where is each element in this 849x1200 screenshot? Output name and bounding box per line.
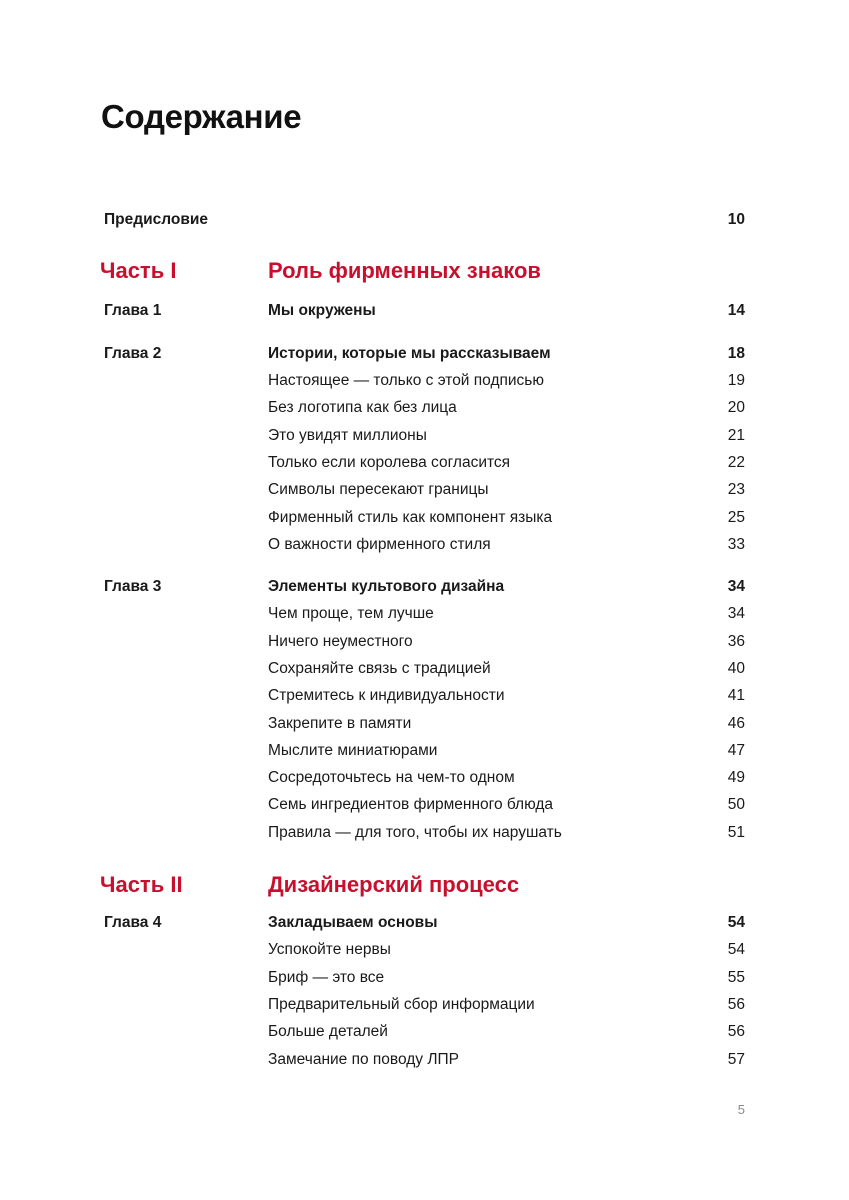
section-title: Мыслите миниатюрами: [268, 742, 438, 759]
chapter-title: Элементы культового дизайна: [268, 578, 505, 595]
toc-section[interactable]: [0, 824, 849, 848]
section-page: 20: [727, 399, 745, 416]
section-title: Семь ингредиентов фирменного блюда: [268, 796, 554, 813]
toc-section[interactable]: [0, 536, 849, 560]
section-title: Правила — для того, чтобы их нарушать: [268, 824, 562, 841]
toc-section[interactable]: [0, 742, 849, 766]
toc-section[interactable]: [0, 509, 849, 533]
chapter-title: Мы окружены: [268, 302, 376, 319]
toc-chapter[interactable]: [0, 302, 849, 326]
preface-title: Предисловие: [104, 211, 209, 228]
part-title: Роль фирменных знаков: [268, 258, 541, 283]
toc-section[interactable]: [0, 1051, 849, 1075]
section-page: 57: [727, 1051, 745, 1068]
toc-chapter[interactable]: [0, 345, 849, 369]
toc-section[interactable]: [0, 399, 849, 423]
section-title: О важности фирменного стиля: [268, 536, 491, 553]
chapter-title: Закладываем основы: [268, 914, 438, 931]
toc-chapter[interactable]: [0, 578, 849, 602]
section-title: Это увидят миллионы: [268, 427, 427, 444]
section-title: Больше деталей: [268, 1023, 388, 1040]
toc-section[interactable]: [0, 633, 849, 657]
section-title: Предварительный сбор информации: [268, 996, 535, 1013]
chapter-page: 18: [727, 345, 745, 362]
toc-section[interactable]: [0, 687, 849, 711]
section-title: Успокойте нервы: [268, 941, 391, 958]
chapter-page: 14: [727, 302, 745, 319]
section-title: Закрепите в памяти: [268, 715, 412, 732]
toc-section[interactable]: [0, 796, 849, 820]
toc-section[interactable]: [0, 996, 849, 1020]
toc-section[interactable]: [0, 481, 849, 505]
page-number: 5: [737, 1102, 745, 1117]
section-title: Бриф — это все: [268, 969, 385, 986]
section-page: 56: [727, 1023, 745, 1040]
section-page: 51: [727, 824, 745, 841]
section-page: 55: [727, 969, 745, 986]
section-page: 47: [727, 742, 745, 759]
toc-chapter[interactable]: [0, 914, 849, 938]
section-page: 50: [727, 796, 745, 813]
toc-section[interactable]: [0, 769, 849, 793]
toc-section[interactable]: [0, 372, 849, 396]
section-title: Символы пересекают границы: [268, 481, 489, 498]
toc-section[interactable]: [0, 1023, 849, 1047]
section-title: Замечание по поводу ЛПР: [268, 1051, 460, 1068]
chapter-label: Глава 3: [104, 578, 162, 595]
chapter-label: Глава 4: [104, 914, 162, 931]
section-title: Ничего неуместного: [268, 633, 413, 650]
section-page: 21: [727, 427, 745, 444]
toc-section[interactable]: [0, 660, 849, 684]
section-title: Только если королева согласится: [268, 454, 511, 471]
section-page: 34: [727, 605, 745, 622]
preface-page: 10: [727, 211, 745, 228]
toc-section[interactable]: [0, 454, 849, 478]
section-page: 36: [727, 633, 745, 650]
chapter-label: Глава 1: [104, 302, 162, 319]
part-title: Дизайнерский процесс: [268, 872, 520, 897]
section-page: 33: [727, 536, 745, 553]
section-page: 56: [727, 996, 745, 1013]
part-label: Часть II: [100, 872, 183, 897]
section-page: 23: [727, 481, 745, 498]
section-page: 49: [727, 769, 745, 786]
section-title: Без логотипа как без лица: [268, 399, 457, 416]
section-page: 54: [727, 941, 745, 958]
section-page: 46: [727, 715, 745, 732]
toc-preface[interactable]: [0, 211, 849, 235]
section-page: 22: [727, 454, 745, 471]
toc-section[interactable]: [0, 941, 849, 965]
section-title: Настоящее — только с этой подписью: [268, 372, 544, 389]
section-title: Стремитесь к индивидуальности: [268, 687, 505, 704]
toc-section[interactable]: [0, 715, 849, 739]
chapter-label: Глава 2: [104, 345, 162, 362]
section-page: 25: [727, 509, 745, 526]
toc-section[interactable]: [0, 605, 849, 629]
section-page: 41: [727, 687, 745, 704]
section-page: 40: [727, 660, 745, 677]
chapter-title: Истории, которые мы рассказываем: [268, 345, 551, 362]
section-title: Фирменный стиль как компонент языка: [268, 509, 553, 526]
toc-section[interactable]: [0, 427, 849, 451]
toc-section[interactable]: [0, 969, 849, 993]
chapter-page: 34: [727, 578, 745, 595]
section-title: Чем проще, тем лучше: [268, 605, 434, 622]
section-title: Сохраняйте связь с традицией: [268, 660, 491, 677]
chapter-page: 54: [727, 914, 745, 931]
page-title: Содержание: [101, 98, 302, 135]
section-page: 19: [727, 372, 745, 389]
part-label: Часть I: [100, 258, 177, 283]
section-title: Сосредоточьтесь на чем-то одном: [268, 769, 515, 786]
